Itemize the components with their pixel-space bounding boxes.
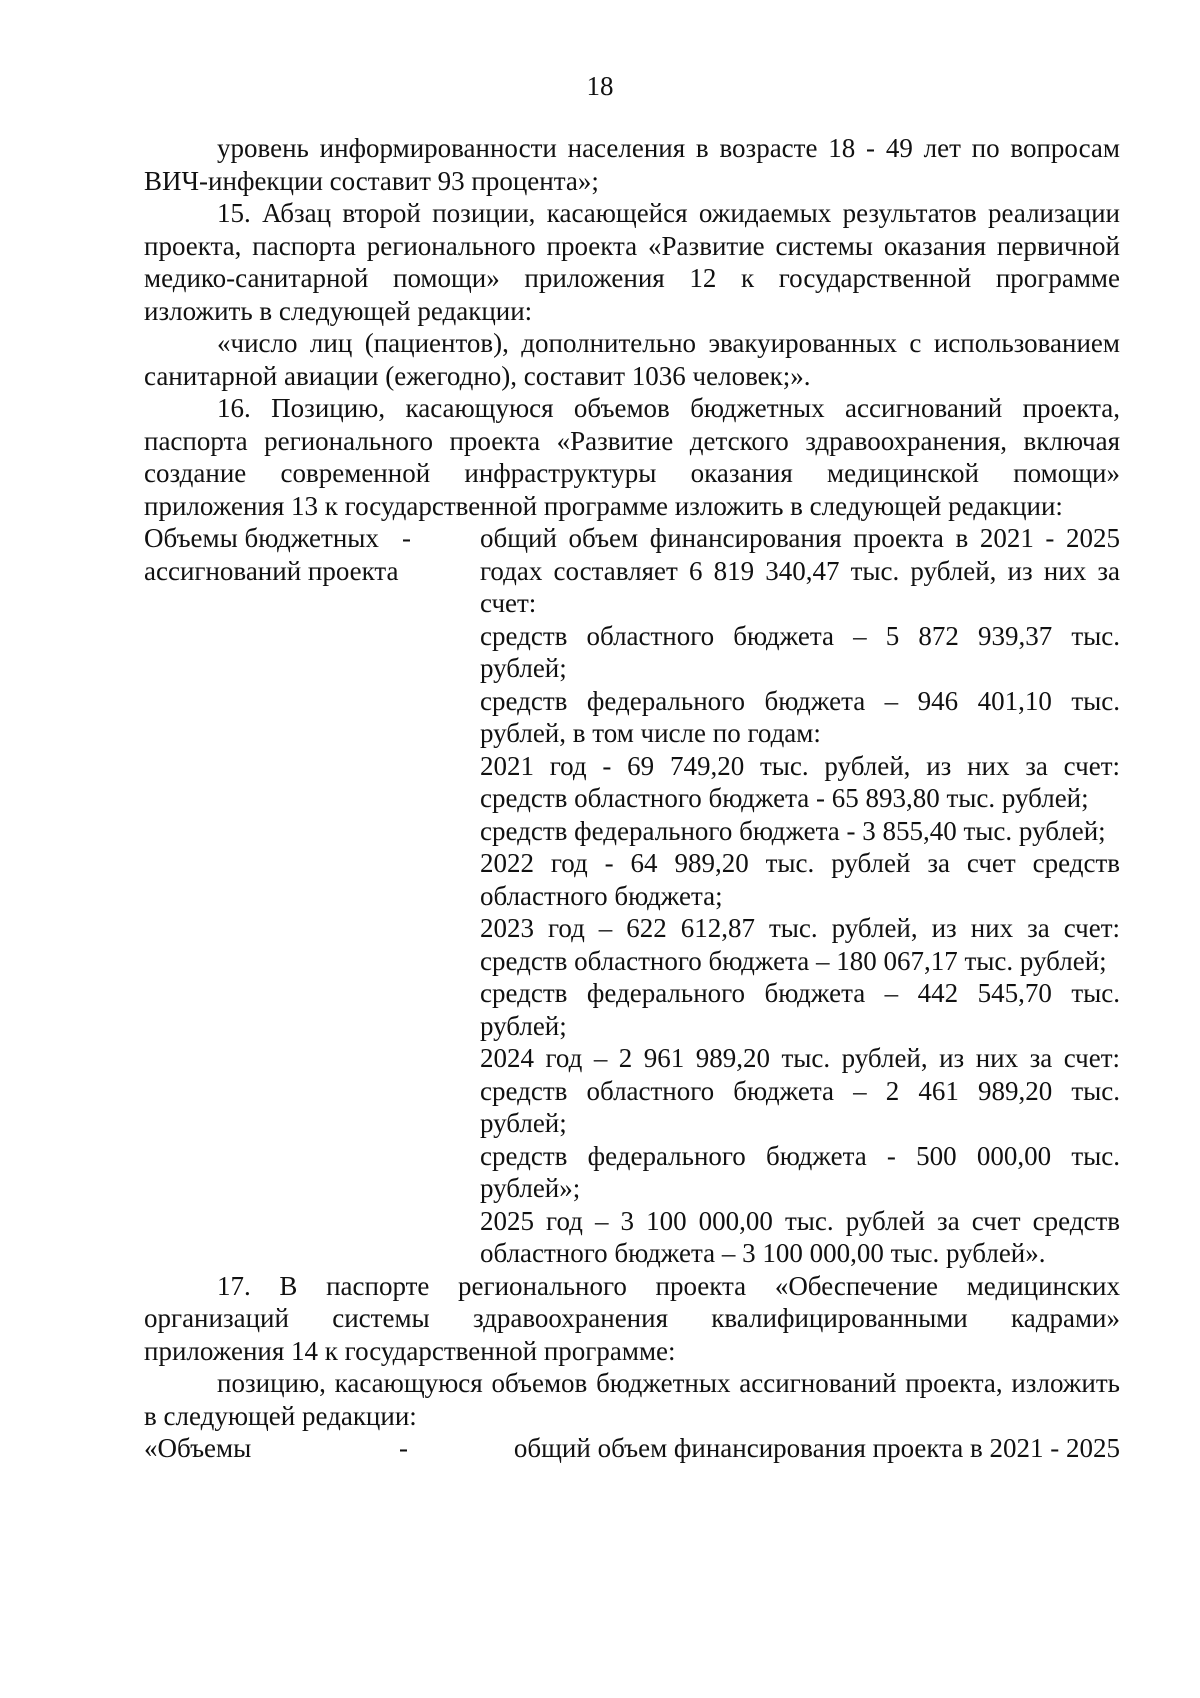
paragraph: 17. В паспорте регионального проекта «Обеспечение медицинских организаций системы здравоохранения квалифицированными кадрами» приложения 14 к государственной программе: — [144, 1270, 1120, 1366]
budget-dash: - — [402, 523, 411, 553]
budget-item: общий объем финансирования проекта в 2021 - 2025 годах составляет 6 819 340,47 тыс. рублей, из них за счет: — [480, 523, 1120, 618]
last-table-row — [144, 1432, 1120, 1465]
budget-item: 2024 год – 2 961 989,20 тыс. рублей, из них за счет: средств областного бюджета – 2 461 989,20 тыс. рублей; — [480, 1043, 1120, 1138]
budget-item: средств федерального бюджета - 500 000,00 тыс. рублей»; — [480, 1140, 1120, 1203]
budget-item: 2023 год – 622 612,87 тыс. рублей, из них за счет: средств областного бюджета – 180 067,17 тыс. рублей; — [480, 913, 1120, 976]
budget-item: средств федерального бюджета – 946 401,10 тыс. рублей, в том числе по годам: — [480, 685, 1120, 748]
last-row-dash: - — [399, 1433, 408, 1463]
last-row-label: «Объемы — [144, 1433, 252, 1463]
paragraphs-before — [144, 132, 1120, 522]
budget-item: 2022 год - 64 989,20 тыс. рублей за счет средств областного бюджета; — [480, 848, 1120, 911]
budget-label: Объемы бюджетных ассигнований проекта — [144, 523, 399, 586]
budget-item: 2025 год – 3 100 000,00 тыс. рублей за счет средств областного бюджета – 3 100 000,00 тыс. рублей». — [480, 1205, 1120, 1268]
last-row-text: общий объем финансирования проекта в 2021 - 2025 — [513, 1433, 1120, 1463]
paragraph: 15. Абзац второй позиции, касающейся ожидаемых результатов реализации проекта, паспорта регионального проекта «Развитие системы оказания первичной медико-санитарной помощи» приложения 12 к государственной программе изложить в следующей редакции: — [144, 198, 1120, 326]
document-body — [144, 132, 1120, 1465]
budget-item: средств федерального бюджета - 3 855,40 тыс. рублей; — [480, 815, 1106, 846]
budget-item: средств областного бюджета – 5 872 939,37 тыс. рублей; — [480, 620, 1120, 683]
budget-item: 2021 год - 69 749,20 тыс. рублей, из них за счет: средств областного бюджета - 65 893,80 тыс. рублей; — [480, 750, 1120, 813]
page-number: 18 — [586, 71, 614, 101]
paragraph: 16. Позицию, касающуюся объемов бюджетных ассигнований проекта, паспорта регионального проекта «Развитие детского здравоохранения, включая создание современной инфраструктуры оказания медицинской помощи» приложения 13 к государственной программе изложить в следующей редакции: — [144, 393, 1120, 521]
paragraphs-after — [144, 1270, 1120, 1433]
budget-label-cell — [144, 522, 444, 1270]
paragraph: позицию, касающуюся объемов бюджетных ассигнований проекта, изложить в следующей редакции: — [144, 1368, 1120, 1431]
budget-value-cell — [480, 522, 1120, 1270]
budget-item: средств федерального бюджета – 442 545,70 тыс. рублей; — [480, 978, 1120, 1041]
paragraph: «число лиц (пациентов), дополнительно эвакуированных с использованием санитарной авиации (ежегодно), составит 1036 человек;». — [144, 328, 1120, 391]
paragraph: уровень информированности населения в возрасте 18 - 49 лет по вопросам ВИЧ-инфекции составит 93 процента»; — [144, 133, 1120, 196]
budget-table-row — [144, 522, 1120, 1270]
